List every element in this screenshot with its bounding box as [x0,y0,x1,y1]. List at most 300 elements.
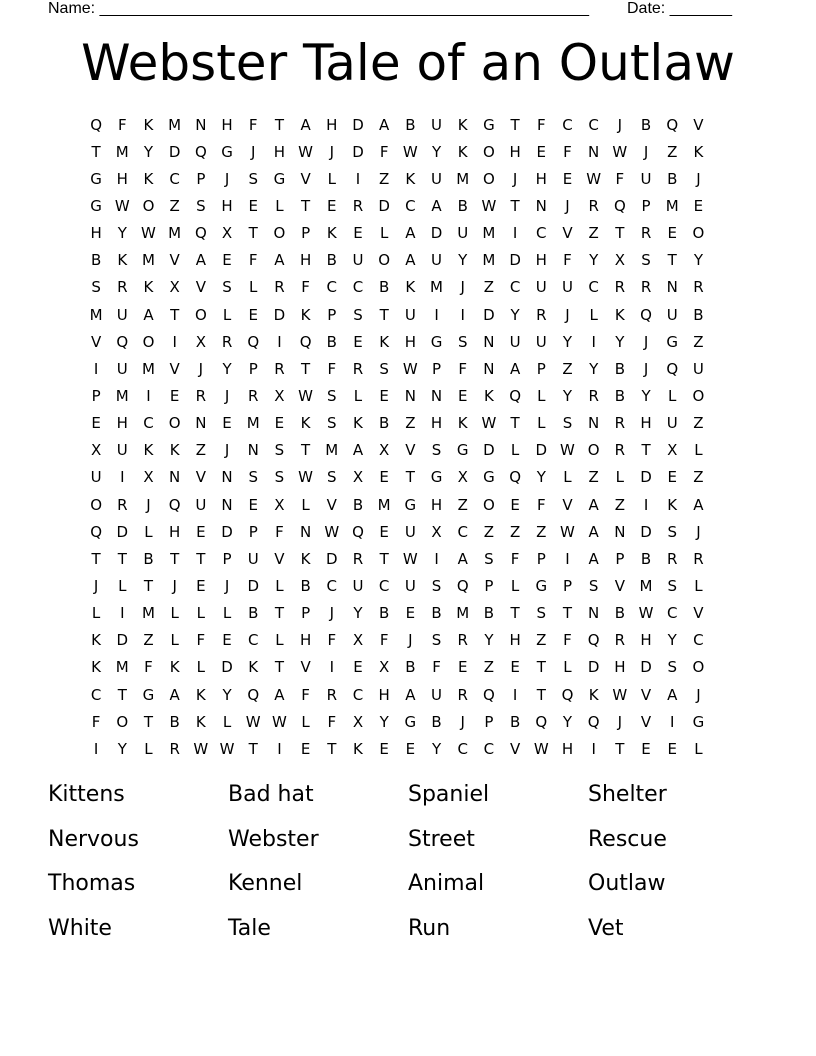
grid-letter: T [117,549,127,568]
grid-letter: O [587,441,600,460]
grid-letter: P [91,386,101,405]
grid-letter: S [196,196,206,215]
grid-letter: B [379,278,390,297]
grid-letter: B [90,251,102,270]
grid-letter: A [274,251,285,270]
grid-letter: D [483,305,495,324]
grid-letter: L [170,631,179,650]
grid-letter: W [271,712,287,731]
grid-letter: E [196,522,206,541]
grid-letter: M [482,224,496,243]
grid-letter: B [431,712,442,731]
grid-letter: V [562,495,573,514]
grid-row [83,138,733,165]
grid-letter: X [431,522,442,541]
grid-letter: W [612,685,628,704]
grid-letter: Z [562,359,573,378]
grid-letter: K [195,685,206,704]
grid-letter: Z [588,468,599,487]
grid-letter: P [484,576,494,595]
grid-letter: E [693,196,704,215]
grid-letter: D [430,224,443,243]
grid-letter: S [353,305,363,324]
grid-letter: J [565,196,570,215]
grid-letter: H [273,142,286,161]
grid-letter: D [640,522,652,541]
grid-letter: E [379,386,389,405]
grid-letter: R [588,196,599,215]
grid-letter: N [247,441,259,460]
grid-letter: C [536,224,547,243]
grid-letter: P [641,196,651,215]
grid-letter: D [326,549,338,568]
grid-letter: M [168,224,182,243]
grid-letter: F [432,658,441,677]
grid-letter: F [379,142,389,161]
grid-row [83,247,733,274]
grid-letter: M [639,576,653,595]
grid-letter: L [275,631,284,650]
grid-letter: W [586,169,602,188]
grid-letter: H [326,115,338,134]
grid-letter: U [666,305,678,324]
grid-letter: P [196,169,206,188]
grid-letter: U [509,332,521,351]
grid-letter: N [404,386,416,405]
grid-letter: D [640,658,652,677]
grid-letter: S [484,549,494,568]
grid-letter: B [614,359,625,378]
grid-letter: T [143,712,154,731]
grid-letter: J [696,169,701,188]
grid-letter: J [460,278,465,297]
grid-letter: Q [168,495,181,514]
grid-letter: L [615,468,625,487]
grid-letter: O [692,386,705,405]
grid-letter: H [90,224,102,243]
grid-letter: G [273,169,286,188]
word-list-item: Street [408,826,475,852]
grid-letter: L [222,604,232,623]
grid-letter: C [457,522,468,541]
grid-letter: W [114,196,130,215]
grid-letter: F [327,712,337,731]
grid-letter: H [116,414,128,433]
grid-letter: S [274,441,285,460]
grid-letter: H [640,414,652,433]
grid-letter: X [352,712,364,731]
grid-letter: A [274,685,285,704]
grid-letter: E [667,739,677,758]
grid-letter: R [169,739,180,758]
grid-letter: O [168,414,181,433]
grid-letter: Q [90,522,102,541]
grid-letter: Q [299,332,312,351]
grid-letter: N [195,414,207,433]
grid-letter: K [405,169,416,188]
grid-letter: L [694,441,703,460]
grid-letter: E [510,495,520,514]
grid-letter: L [196,604,206,623]
grid-letter: L [327,169,336,188]
grid-letter: C [90,685,102,704]
grid-letter: V [640,712,652,731]
grid-letter: B [640,549,652,568]
grid-letter: L [694,576,703,595]
grid-letter: V [405,441,416,460]
grid-letter: C [169,169,180,188]
grid-letter: Z [457,495,468,514]
grid-letter: Z [483,658,495,677]
grid-letter: H [561,739,574,758]
grid-letter: E [457,386,468,405]
grid-letter: U [404,576,416,595]
grid-letter: A [169,685,180,704]
grid-letter: P [536,359,546,378]
grid-letter: U [431,685,443,704]
grid-letter: T [274,115,284,134]
grid-row [83,165,733,192]
grid-letter: Z [536,631,547,650]
grid-letter: X [667,441,678,460]
grid-letter: F [196,631,206,650]
grid-letter: F [615,169,625,188]
grid-letter: Y [431,142,442,161]
grid-letter: D [509,251,521,270]
grid-row [83,410,733,437]
grid-letter: P [536,549,546,568]
grid-letter: N [588,414,600,433]
grid-letter: F [458,359,468,378]
grid-letter: S [431,631,442,650]
word-list-item: Nervous [48,826,139,852]
grid-letter: L [275,196,284,215]
grid-letter: Q [456,576,469,595]
grid-letter: I [591,739,596,758]
grid-letter: F [301,685,310,704]
grid-letter: M [456,604,470,623]
grid-letter: K [353,414,363,433]
grid-letter: N [195,115,207,134]
grid-letter: Z [509,522,521,541]
grid-letter: D [168,142,181,161]
grid-letter: E [379,739,389,758]
grid-letter: V [300,169,311,188]
grid-letter: F [510,549,520,568]
grid-letter: L [537,414,546,433]
grid-letter: V [562,224,573,243]
grid-letter: A [588,549,599,568]
grid-letter: R [117,495,128,514]
grid-letter: M [168,115,182,134]
grid-letter: T [301,196,311,215]
grid-letter: Z [536,522,547,541]
grid-letter: F [563,251,572,270]
grid-letter: H [640,631,652,650]
grid-letter: O [483,495,495,514]
grid-letter: N [666,278,678,297]
grid-letter: K [614,305,625,324]
grid-letter: P [301,224,311,243]
grid-letter: J [408,631,413,650]
grid-letter: J [251,142,256,161]
grid-letter: U [431,115,443,134]
grid-letter: F [536,115,546,134]
grid-letter: L [118,576,127,595]
grid-letter: C [352,278,364,297]
grid-row [83,111,733,138]
grid-letter: J [617,115,623,134]
grid-letter: H [430,495,443,514]
grid-letter: E [274,414,285,433]
grid-letter: N [169,468,181,487]
grid-letter: K [667,495,678,514]
grid-letter: L [275,576,284,595]
grid-letter: K [300,549,311,568]
grid-letter: K [457,115,468,134]
grid-letter: T [379,549,389,568]
grid-letter: M [89,305,103,324]
grid-letter: L [196,658,206,677]
grid-letter: E [300,739,311,758]
grid-letter: W [193,739,209,758]
grid-letter: Q [613,196,626,215]
grid-letter: R [614,631,626,650]
grid-letter: N [588,604,600,623]
grid-letter: Q [247,332,260,351]
grid-letter: I [172,332,177,351]
grid-letter: B [248,604,259,623]
grid-letter: J [224,576,230,595]
grid-letter: J [93,576,99,595]
grid-letter: S [457,332,468,351]
grid-letter: V [693,604,704,623]
grid-letter: V [326,495,337,514]
grid-row [83,681,733,708]
grid-letter: S [274,468,285,487]
grid-row [83,274,733,301]
grid-letter: S [248,169,258,188]
grid-letter: U [90,468,102,487]
grid-letter: Y [536,468,546,487]
grid-letter: V [90,332,102,351]
grid-letter: L [91,604,101,623]
word-list-item: Webster [228,826,319,852]
grid-letter: I [460,305,465,324]
grid-letter: H [299,251,312,270]
grid-letter: R [614,278,626,297]
grid-letter: L [694,739,703,758]
grid-letter: D [221,658,233,677]
grid-letter: Y [222,685,232,704]
grid-letter: T [301,441,311,460]
grid-letter: A [195,251,206,270]
grid-letter: X [457,468,468,487]
grid-letter: C [326,576,338,595]
grid-letter: T [379,305,389,324]
grid-letter: T [641,441,651,460]
grid-letter: G [535,576,548,595]
grid-letter: X [352,631,364,650]
grid-letter: Y [353,604,363,623]
grid-letter: T [248,739,258,758]
word-list-item: Outlaw [588,871,666,896]
grid-letter: B [405,658,416,677]
grid-letter: F [563,631,572,650]
grid-letter: U [692,359,704,378]
grid-letter: J [146,495,151,514]
grid-letter: K [117,251,128,270]
grid-letter: M [141,251,155,270]
grid-letter: Z [693,332,704,351]
grid-letter: Y [379,712,389,731]
grid-letter: W [560,522,575,541]
grid-letter: L [144,739,153,758]
grid-letter: G [221,142,233,161]
grid-letter: E [405,739,416,758]
grid-letter: F [327,359,337,378]
grid-letter: H [378,685,390,704]
grid-letter: A [405,251,416,270]
grid-letter: V [614,576,625,595]
grid-letter: I [93,739,99,758]
word-list-item: Rescue [588,826,667,852]
grid-letter: F [144,658,153,677]
grid-letter: U [352,576,364,595]
grid-letter: S [562,414,573,433]
grid-letter: U [404,522,416,541]
grid-letter: H [169,522,181,541]
grid-letter: E [91,414,101,433]
grid-letter: S [327,468,337,487]
word-list-item: Run [408,915,451,941]
grid-letter: L [537,386,546,405]
grid-letter: A [588,495,599,514]
grid-letter: D [116,522,129,541]
grid-letter: I [512,224,518,243]
grid-letter: Z [143,631,154,650]
grid-letter: I [277,332,282,351]
grid-letter: M [115,658,129,677]
grid-letter: L [668,386,677,405]
grid-letter: W [533,739,549,758]
grid-letter: F [91,712,101,731]
grid-letter: C [562,115,573,134]
grid-letter: S [667,522,677,541]
grid-letter: Q [509,386,521,405]
grid-letter: K [169,658,180,677]
grid-row [83,328,733,355]
grid-letter: N [221,468,233,487]
word-list-item: Vet [588,915,624,941]
grid-letter: G [666,332,679,351]
grid-letter: N [299,522,312,541]
grid-letter: E [196,576,206,595]
grid-letter: A [143,305,154,324]
grid-letter: R [352,196,364,215]
grid-letter: E [222,414,232,433]
grid-letter: O [483,142,495,161]
grid-letter: X [195,332,206,351]
grid-letter: Y [117,224,127,243]
grid-letter: I [120,604,125,623]
grid-letter: G [456,441,469,460]
grid-letter: F [379,631,389,650]
grid-letter: Q [666,115,679,134]
grid-letter: K [300,305,311,324]
grid-letter: K [143,278,154,297]
grid-letter: O [194,305,207,324]
grid-letter: N [535,196,547,215]
grid-letter: J [224,169,230,188]
grid-letter: X [379,658,390,677]
grid-letter: J [617,712,623,731]
grid-letter: A [588,522,599,541]
word-list-item: Bad hat [228,782,314,807]
grid-letter: R [667,549,678,568]
grid-letter: R [693,549,704,568]
grid-letter: U [666,414,678,433]
grid-letter: M [246,414,260,433]
grid-letter: R [352,359,364,378]
grid-letter: X [352,468,364,487]
grid-letter: R [588,386,599,405]
grid-letter: C [693,631,704,650]
grid-letter: G [483,115,495,134]
grid-row [83,192,733,219]
grid-letter: N [588,142,600,161]
grid-letter: Y [117,739,127,758]
grid-letter: N [221,495,233,514]
grid-letter: V [195,278,206,297]
grid-letter: I [329,658,334,677]
grid-letter: R [536,305,547,324]
grid-letter: E [457,658,468,677]
grid-letter: G [430,468,443,487]
grid-letter: P [615,549,625,568]
grid-letter: H [535,251,547,270]
grid-letter: C [483,739,495,758]
grid-letter: F [301,278,310,297]
name-field-label: Name: _______________________________________________________ [48,0,589,17]
grid-letter: T [143,576,154,595]
word-list-item: Tale [228,915,271,941]
grid-letter: T [615,739,625,758]
grid-letter: R [693,278,704,297]
grid-letter: P [248,359,258,378]
grid-letter: K [326,224,337,243]
grid-letter: L [563,468,572,487]
grid-letter: R [640,278,652,297]
grid-letter: N [614,522,626,541]
grid-letter: U [352,251,364,270]
grid-letter: W [612,142,628,161]
grid-letter: H [404,332,416,351]
grid-letter: S [431,576,442,595]
grid-letter: Z [693,414,704,433]
grid-letter: M [430,278,443,297]
grid-letter: T [667,251,677,270]
grid-letter: A [300,115,311,134]
grid-letter: E [248,305,258,324]
grid-letter: W [638,604,654,623]
grid-letter: Q [587,712,600,731]
grid-letter: O [142,196,155,215]
grid-letter: R [248,386,259,405]
grid-letter: C [352,685,364,704]
grid-row [83,572,733,599]
grid-letter: V [300,658,311,677]
